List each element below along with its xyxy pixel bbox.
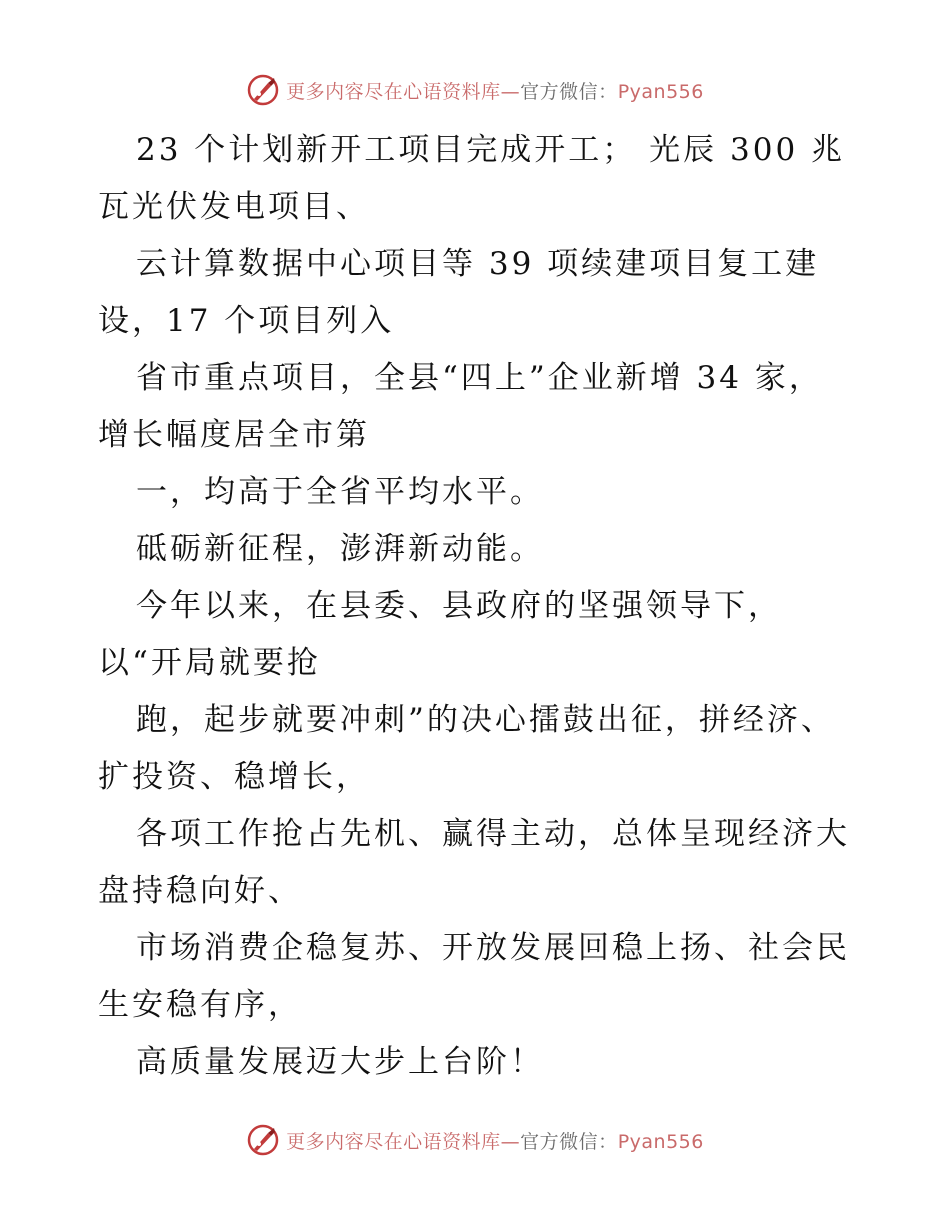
banner-text (286, 1127, 704, 1154)
banner-main-text: 更多内容尽在心语资料库 (286, 1130, 501, 1153)
quill-logo-icon (246, 1123, 280, 1157)
text-line: 以“开局就要抢 (98, 645, 321, 681)
text-line: 砥砺新征程，澎湃新动能。 (136, 531, 544, 567)
text-line: 23 个计划新开工项目完成开工； 光辰 300 兆 (136, 132, 846, 168)
banner-wechat-id: Pyan556 (617, 1130, 704, 1153)
text-line: 扩投资、稳增长， (98, 759, 370, 795)
text-line: 设，17 个项目列入 (98, 303, 395, 339)
text-line: 省市重点项目，全县“四上”企业新增 34 家， (136, 360, 823, 396)
banner-official-label: 官方微信： (520, 1130, 618, 1153)
banner-text (286, 77, 704, 104)
text-line: 高质量发展迈大步上台阶！ (136, 1044, 544, 1080)
text-line: 盘持稳向好、 (98, 873, 302, 909)
text-line: 各项工作抢占先机、赢得主动，总体呈现经济大 (136, 816, 850, 852)
text-line: 跑，起步就要冲刺”的决心擂鼓出征，拼经济、 (136, 702, 835, 738)
banner-official-label: 官方微信： (520, 80, 618, 103)
quill-logo-icon (246, 73, 280, 107)
banner-main-text: 更多内容尽在心语资料库 (286, 80, 501, 103)
banner-separator: — (500, 1130, 521, 1153)
header-watermark-banner (0, 70, 950, 110)
banner-separator: — (500, 80, 521, 103)
banner-wechat-id: Pyan556 (617, 80, 704, 103)
text-line: 云计算数据中心项目等 39 项续建项目复工建 (136, 246, 820, 282)
footer-watermark-banner (0, 1120, 950, 1160)
document-body (98, 122, 858, 1091)
text-line: 今年以来，在县委、县政府的坚强领导下， (136, 588, 782, 624)
text-line: 瓦光伏发电项目、 (98, 189, 370, 225)
text-line: 市场消费企稳复苏、开放发展回稳上扬、社会民 (136, 930, 850, 966)
text-line: 生安稳有序， (98, 987, 302, 1023)
text-line: 增长幅度居全市第 (98, 417, 370, 453)
text-line: 一，均高于全省平均水平。 (136, 474, 544, 510)
